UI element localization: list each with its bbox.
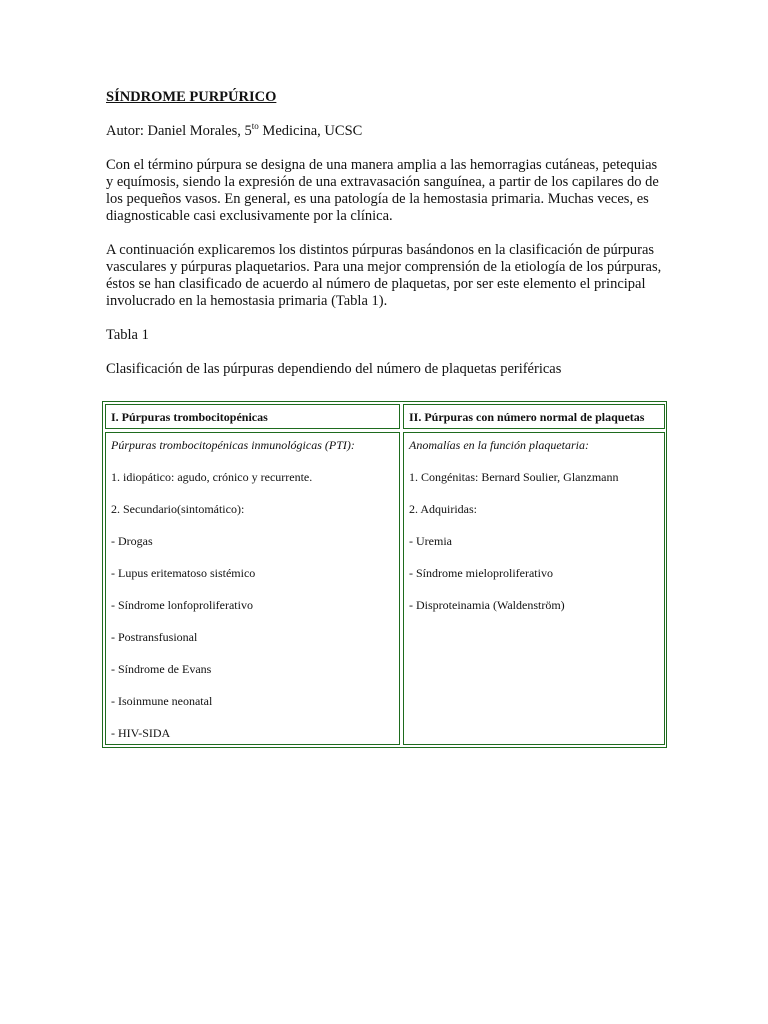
list-item: 1. Congénitas: Bernard Soulier, Glanzmann xyxy=(409,470,619,484)
classification-paragraph: A continuación explicaremos los distintos púrpuras basándonos en la clasificación de púrpuras vasculares y púrpuras plaquetarios. Para una mejor comprensión de la etiología de los púrpuras, éstos se han clasificado de acuerdo al número de plaquetas, por ser este elemento el principal involucrado en la hemostasia primaria (Tabla 1). xyxy=(106,242,662,309)
author-suffix: Medicina, UCSC xyxy=(258,123,363,139)
table-header-col1: I. Púrpuras trombocitopénicas xyxy=(105,404,400,429)
table-label: Tabla 1 xyxy=(106,327,149,343)
list-item: - Síndrome lonfoproliferativo xyxy=(111,598,253,612)
list-item: - Síndrome mieloproliferativo xyxy=(409,566,553,580)
list-item: 1. idiopático: agudo, crónico y recurrente. xyxy=(111,470,313,484)
author-line xyxy=(106,123,666,140)
col1-subtitle: Púrpuras trombocitopénicas inmunológicas (PTI): xyxy=(111,438,355,452)
list-item: - HIV-SIDA xyxy=(111,726,171,740)
classification-table xyxy=(102,401,667,748)
list-item: - Postransfusional xyxy=(111,630,198,644)
list-item: - Lupus eritematoso sistémico xyxy=(111,566,256,580)
author-prefix: Autor: Daniel Morales, 5 xyxy=(106,123,252,139)
list-item: - Disproteinamia (Waldenström) xyxy=(409,598,565,612)
document-body xyxy=(106,88,666,378)
list-item: - Isoinmune neonatal xyxy=(111,694,213,708)
list-item: - Síndrome de Evans xyxy=(111,662,212,676)
col2-subtitle: Anomalías en la función plaquetaria: xyxy=(409,438,589,452)
list-item: - Uremia xyxy=(409,534,452,548)
list-item: 2. Secundario(sintomático): xyxy=(111,502,245,516)
table-header-col2: II. Púrpuras con número normal de plaquetas xyxy=(403,404,665,429)
page-title: SÍNDROME PURPÚRICO xyxy=(106,89,277,105)
author-superscript: to xyxy=(251,121,259,132)
intro-paragraph: Con el término púrpura se designa de una manera amplia a las hemorragias cutáneas, petequias y equímosis, siendo la expresión de una extravasación sanguínea, a partir de los capilares do de los pequeños vasos. En general, es una patología de la hemostasia primaria. Muchas veces, es diagnosticable casi exclusivamente por la clínica. xyxy=(106,157,659,224)
table-caption: Clasificación de las púrpuras dependiendo del número de plaquetas periféricas xyxy=(106,361,562,377)
list-item: 2. Adquiridas: xyxy=(409,502,477,516)
list-item: - Drogas xyxy=(111,534,153,548)
table-body-col2 xyxy=(403,432,665,745)
table-body-col1 xyxy=(105,432,400,745)
